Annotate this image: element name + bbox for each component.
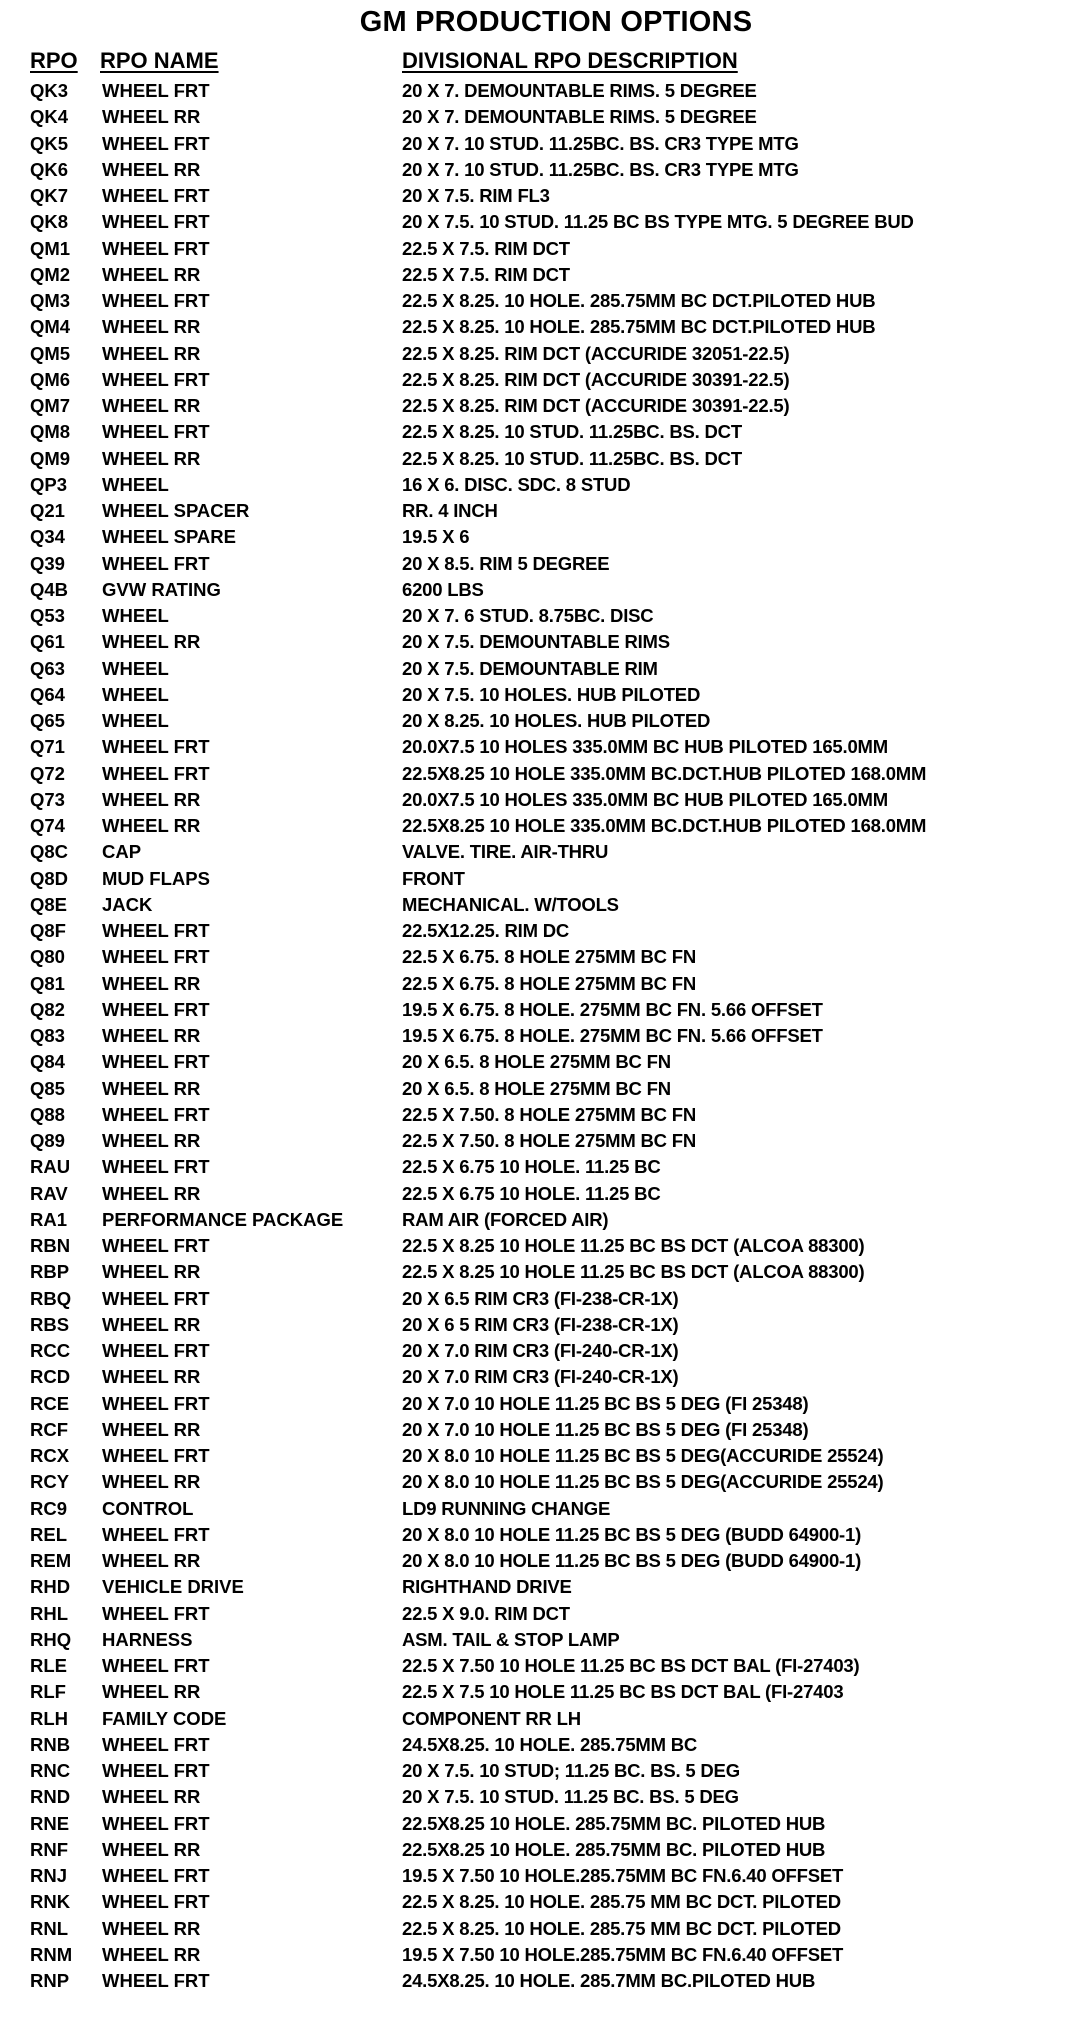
rpo-code: Q65 <box>30 710 65 731</box>
list-item <box>30 1023 1070 1049</box>
rpo-description: 24.5X8.25. 10 HOLE. 285.75MM BC <box>402 1733 698 1755</box>
rpo-name: WHEEL RR <box>102 395 201 416</box>
list-item <box>30 577 1070 603</box>
rpo-description: 20 X 7.5. 10 STUD. 11.25 BC BS TYPE MTG. 5 DEGREE BUD <box>402 211 914 233</box>
rpo-code: QM8 <box>30 421 71 443</box>
rpo-code: QK4 <box>30 106 69 128</box>
rpo-code: QK3 <box>30 80 69 101</box>
list-item <box>30 971 1070 997</box>
rpo-description: 22.5X8.25 10 HOLE 335.0MM BC.DCT.HUB PILOTED 168.0MM <box>402 815 927 836</box>
rpo-code: Q81 <box>30 972 65 994</box>
rpo-name: WHEEL <box>102 473 169 495</box>
list-item <box>30 944 1070 970</box>
rpo-code: RNP <box>30 1970 70 1991</box>
rpo-code: Q39 <box>30 552 65 574</box>
list-item <box>30 1811 1070 1837</box>
list-item <box>30 288 1070 314</box>
rpo-code: Q88 <box>30 1103 65 1125</box>
rpo-description: 20 X 8.0 10 HOLE 11.25 BC BS 5 DEG (BUDD 64900-1) <box>402 1550 862 1571</box>
column-header-rpo: RPO <box>30 48 78 73</box>
list-item <box>30 787 1070 813</box>
rpo-code: Q34 <box>30 526 65 548</box>
column-header-row <box>30 48 1070 78</box>
rpo-description: 19.5 X 6.75. 8 HOLE. 275MM BC FN. 5.66 OFFSET <box>402 1025 823 1046</box>
rpo-description: 20 X 8.25. 10 HOLES. HUB PILOTED <box>402 710 711 731</box>
rpo-code: Q72 <box>30 762 65 784</box>
list-item <box>30 1889 1070 1915</box>
list-item <box>30 1154 1070 1180</box>
list-item <box>30 682 1070 708</box>
rpo-name: WHEEL FRT <box>102 1156 210 1178</box>
rpo-code: Q71 <box>30 736 65 758</box>
list-item <box>30 1259 1070 1285</box>
rpo-description: 22.5 X 7.50. 8 HOLE 275MM BC FN <box>402 1103 697 1125</box>
rpo-name: WHEEL RR <box>102 1182 201 1204</box>
list-item <box>30 1784 1070 1810</box>
rpo-description: ASM. TAIL & STOP LAMP <box>402 1628 620 1650</box>
page-title: GM PRODUCTION OPTIONS <box>359 6 753 38</box>
rpo-name: WHEEL FRT <box>102 80 210 101</box>
rpo-name: WHEEL FRT <box>102 1760 210 1781</box>
rpo-description: 20 X 6.5 RIM CR3 (FI-238-CR-1X) <box>402 1287 679 1309</box>
rpo-name: WHEEL <box>102 657 169 679</box>
rpo-name: WHEEL RR <box>102 316 201 338</box>
rpo-name: WHEEL RR <box>102 1366 201 1388</box>
list-item <box>30 446 1070 472</box>
rpo-description: 22.5 X 8.25. RIM DCT (ACCURIDE 32051-22.5) <box>402 342 790 364</box>
rpo-code: QK5 <box>30 132 69 154</box>
rpo-code: QM9 <box>30 447 71 469</box>
rpo-name: WHEEL RR <box>102 788 201 810</box>
rpo-description: 20 X 7.0 RIM CR3 (FI-240-CR-1X) <box>402 1340 679 1361</box>
rpo-name: WHEEL RR <box>102 263 201 285</box>
rpo-description: 20 X 7.5. 10 HOLES. HUB PILOTED <box>402 683 701 705</box>
rpo-code: QP3 <box>30 473 68 495</box>
list-item <box>30 1128 1070 1154</box>
rpo-name: WHEEL FRT <box>102 762 210 784</box>
rpo-name: WHEEL RR <box>102 342 201 364</box>
list-item <box>30 1653 1070 1679</box>
list-item <box>30 1574 1070 1600</box>
rpo-code: QM1 <box>30 237 71 259</box>
list-item <box>30 419 1070 445</box>
rpo-description: 20 X 7. DEMOUNTABLE RIMS. 5 DEGREE <box>402 106 757 128</box>
rpo-name: WHEEL FRT <box>102 1287 210 1309</box>
rpo-name: WHEEL FRT <box>102 1392 210 1414</box>
list-item <box>30 1758 1070 1784</box>
rpo-description: 22.5X8.25 10 HOLE. 285.75MM BC. PILOTED HUB <box>402 1812 826 1834</box>
list-item <box>30 918 1070 944</box>
rpo-description: VALVE. TIRE. AIR-THRU <box>402 841 609 863</box>
rpo-code: Q74 <box>30 815 65 836</box>
rpo-name: WHEEL <box>102 605 169 626</box>
rpo-name: WHEEL FRT <box>102 290 210 311</box>
rpo-description: 22.5 X 8.25 10 HOLE 11.25 BC BS DCT (ALCOA 88300) <box>402 1261 865 1283</box>
list-item <box>30 1312 1070 1338</box>
rpo-description: 22.5 X 6.75. 8 HOLE 275MM BC FN <box>402 972 697 994</box>
rpo-name: WHEEL FRT <box>102 1340 210 1361</box>
rpo-description: 20 X 7.5. DEMOUNTABLE RIMS <box>402 631 670 653</box>
list-item <box>30 1863 1070 1889</box>
list-item <box>30 209 1070 235</box>
rpo-name: PERFORMANCE PACKAGE <box>102 1208 344 1230</box>
rpo-code: Q21 <box>30 500 65 521</box>
list-item <box>30 734 1070 760</box>
rpo-description: 19.5 X 7.50 10 HOLE.285.75MM BC FN.6.40 OFFSET <box>402 1943 844 1965</box>
rpo-description: 22.5 X 8.25. 10 STUD. 11.25BC. BS. DCT <box>402 447 742 469</box>
rpo-description: 20 X 8.5. RIM 5 DEGREE <box>402 552 610 574</box>
rpo-code: RCD <box>30 1366 71 1388</box>
rpo-description: 20 X 8.0 10 HOLE 11.25 BC BS 5 DEG(ACCURIDE 25524) <box>402 1471 884 1493</box>
rpo-code: Q8D <box>30 867 69 889</box>
rpo-code: Q83 <box>30 1025 65 1046</box>
column-header-rpo-name: RPO NAME <box>100 48 219 73</box>
rpo-description: 22.5 X 7.50 10 HOLE 11.25 BC BS DCT BAL (FI-27403) <box>402 1655 860 1676</box>
rpo-description: 22.5 X 8.25. 10 HOLE. 285.75 MM BC DCT. PILOTED <box>402 1891 841 1913</box>
list-item <box>30 1706 1070 1732</box>
rpo-code: RNE <box>30 1812 70 1834</box>
rpo-name: GVW RATING <box>102 578 221 600</box>
column-header-description: DIVISIONAL RPO DESCRIPTION <box>402 48 738 73</box>
list-item <box>30 341 1070 367</box>
rpo-description: 22.5 X 8.25. 10 HOLE. 285.75MM BC DCT.PILOTED HUB <box>402 290 876 311</box>
rpo-code: Q85 <box>30 1077 65 1099</box>
rpo-code: QM3 <box>30 290 71 311</box>
rpo-description: 22.5 X 7.5. RIM DCT <box>402 263 570 285</box>
list-item <box>30 1443 1070 1469</box>
list-item <box>30 1286 1070 1312</box>
rpo-description: 20 X 7.5. 10 STUD. 11.25 BC. BS. 5 DEG <box>402 1786 739 1808</box>
rpo-name: CONTROL <box>102 1497 194 1519</box>
rpo-description: 22.5 X 8.25. 10 STUD. 11.25BC. BS. DCT <box>402 421 742 443</box>
rpo-code: RNC <box>30 1760 71 1781</box>
rpo-name: WHEEL FRT <box>102 920 210 941</box>
rpo-name: HARNESS <box>102 1628 193 1650</box>
list-item <box>30 813 1070 839</box>
rpo-code: RCY <box>30 1471 70 1493</box>
rpo-code: RNF <box>30 1838 69 1860</box>
rpo-name: WHEEL RR <box>102 1261 201 1283</box>
rpo-description: 22.5 X 6.75. 8 HOLE 275MM BC FN <box>402 946 697 968</box>
list-item <box>30 656 1070 682</box>
list-item <box>30 1391 1070 1417</box>
list-item <box>30 1679 1070 1705</box>
rpo-description: 24.5X8.25. 10 HOLE. 285.7MM BC.PILOTED HUB <box>402 1970 816 1991</box>
rpo-code: RCC <box>30 1340 71 1361</box>
rpo-code: Q8E <box>30 893 68 915</box>
rpo-name: WHEEL RR <box>102 1786 201 1808</box>
list-item <box>30 1338 1070 1364</box>
rpo-description: 20 X 7.5. DEMOUNTABLE RIM <box>402 657 658 679</box>
rpo-description: 22.5 X 6.75 10 HOLE. 11.25 BC <box>402 1156 661 1178</box>
list-item <box>30 1942 1070 1968</box>
list-item <box>30 1627 1070 1653</box>
rpo-name: WHEEL FRT <box>102 1733 210 1755</box>
rpo-code: Q80 <box>30 946 65 968</box>
rpo-code: RHL <box>30 1602 69 1624</box>
rpo-name: CAP <box>102 841 142 863</box>
rpo-name: WHEEL FRT <box>102 946 210 968</box>
rpo-name: FAMILY CODE <box>102 1707 227 1729</box>
list-item <box>30 104 1070 130</box>
rpo-description: 20 X 7.0 RIM CR3 (FI-240-CR-1X) <box>402 1366 679 1388</box>
rpo-name: WHEEL FRT <box>102 237 210 259</box>
rpo-code: QK6 <box>30 158 69 180</box>
rpo-name: WHEEL <box>102 683 169 705</box>
rpo-code: RCX <box>30 1445 70 1466</box>
rpo-name: WHEEL FRT <box>102 736 210 758</box>
rpo-name: WHEEL FRT <box>102 1235 210 1256</box>
rpo-description: 19.5 X 7.50 10 HOLE.285.75MM BC FN.6.40 OFFSET <box>402 1865 844 1886</box>
rpo-code: Q82 <box>30 998 65 1020</box>
rpo-name: WHEEL RR <box>102 1943 201 1965</box>
rpo-description: 20.0X7.5 10 HOLES 335.0MM BC HUB PILOTED 165.0MM <box>402 736 888 758</box>
rpo-name: WHEEL FRT <box>102 1970 210 1991</box>
rpo-code: RBS <box>30 1313 70 1335</box>
rpo-code: RNL <box>30 1917 69 1939</box>
rpo-description: MECHANICAL. W/TOOLS <box>402 893 619 915</box>
rpo-code: RA1 <box>30 1208 68 1230</box>
options-list <box>30 78 1070 1994</box>
rpo-description: 20 X 7.5. 10 STUD; 11.25 BC. BS. 5 DEG <box>402 1760 740 1781</box>
rpo-name: WHEEL RR <box>102 447 201 469</box>
rpo-description: 22.5 X 9.0. RIM DCT <box>402 1602 570 1624</box>
list-item <box>30 157 1070 183</box>
list-item <box>30 183 1070 209</box>
rpo-description: COMPONENT RR LH <box>402 1707 581 1729</box>
rpo-code: QM4 <box>30 316 71 338</box>
rpo-name: WHEEL RR <box>102 1838 201 1860</box>
rpo-name: WHEEL RR <box>102 1077 201 1099</box>
rpo-name: WHEEL RR <box>102 631 201 653</box>
rpo-code: QM2 <box>30 263 71 285</box>
rpo-description: 22.5X12.25. RIM DC <box>402 920 570 941</box>
rpo-description: 19.5 X 6.75. 8 HOLE. 275MM BC FN. 5.66 OFFSET <box>402 998 823 1020</box>
rpo-description: 20 X 7. 10 STUD. 11.25BC. BS. CR3 TYPE MTG <box>402 158 799 180</box>
rpo-name: WHEEL <box>102 710 169 731</box>
rpo-code: QM7 <box>30 395 71 416</box>
rpo-code: RCF <box>30 1418 69 1440</box>
list-item <box>30 839 1070 865</box>
rpo-description: 20 X 8.0 10 HOLE 11.25 BC BS 5 DEG (BUDD 64900-1) <box>402 1523 862 1545</box>
rpo-code: RND <box>30 1786 71 1808</box>
rpo-name: WHEEL FRT <box>102 1865 210 1886</box>
list-item <box>30 1601 1070 1627</box>
list-item <box>30 603 1070 629</box>
rpo-description: 20 X 6.5. 8 HOLE 275MM BC FN <box>402 1077 671 1099</box>
list-item <box>30 1207 1070 1233</box>
rpo-description: 22.5 X 8.25. 10 HOLE. 285.75 MM BC DCT. PILOTED <box>402 1917 841 1939</box>
list-item <box>30 236 1070 262</box>
rpo-name: WHEEL FRT <box>102 998 210 1020</box>
rpo-code: REM <box>30 1550 72 1571</box>
list-item <box>30 1548 1070 1574</box>
rpo-description: 20 X 6 5 RIM CR3 (FI-238-CR-1X) <box>402 1313 679 1335</box>
rpo-description: 22.5 X 6.75 10 HOLE. 11.25 BC <box>402 1182 661 1204</box>
list-item <box>30 472 1070 498</box>
rpo-name: WHEEL FRT <box>102 185 210 206</box>
list-item <box>30 1049 1070 1075</box>
rpo-name: WHEEL FRT <box>102 421 210 443</box>
rpo-code: Q64 <box>30 683 65 705</box>
rpo-code: RBN <box>30 1235 71 1256</box>
rpo-name: WHEEL FRT <box>102 211 210 233</box>
rpo-code: RLE <box>30 1655 67 1676</box>
rpo-name: WHEEL FRT <box>102 1891 210 1913</box>
list-item <box>30 551 1070 577</box>
rpo-name: WHEEL RR <box>102 972 201 994</box>
rpo-code: QK7 <box>30 185 69 206</box>
rpo-code: RHD <box>30 1576 71 1598</box>
rpo-description: RIGHTHAND DRIVE <box>402 1576 572 1598</box>
rpo-code: RLH <box>30 1707 69 1729</box>
list-item <box>30 997 1070 1023</box>
rpo-code: Q53 <box>30 605 65 626</box>
list-item <box>30 1522 1070 1548</box>
rpo-name: WHEEL SPARE <box>102 526 236 548</box>
rpo-code: RBP <box>30 1261 70 1283</box>
rpo-description: RR. 4 INCH <box>402 500 498 521</box>
list-item <box>30 131 1070 157</box>
rpo-code: Q61 <box>30 631 65 653</box>
rpo-name: WHEEL RR <box>102 1471 201 1493</box>
rpo-description: 22.5 X 8.25. 10 HOLE. 285.75MM BC DCT.PILOTED HUB <box>402 316 876 338</box>
rpo-name: WHEEL FRT <box>102 1051 210 1073</box>
list-item <box>30 1076 1070 1102</box>
rpo-code: Q8C <box>30 841 69 863</box>
rpo-code: Q73 <box>30 788 65 810</box>
rpo-name: WHEEL RR <box>102 1025 201 1046</box>
rpo-name: WHEEL FRT <box>102 1103 210 1125</box>
list-item <box>30 1181 1070 1207</box>
list-item <box>30 1469 1070 1495</box>
rpo-description: 20 X 8.0 10 HOLE 11.25 BC BS 5 DEG(ACCURIDE 25524) <box>402 1445 884 1466</box>
rpo-name: WHEEL RR <box>102 815 201 836</box>
rpo-name: WHEEL FRT <box>102 1523 210 1545</box>
rpo-name: WHEEL FRT <box>102 368 210 390</box>
rpo-name: WHEEL FRT <box>102 1655 210 1676</box>
list-item <box>30 1732 1070 1758</box>
rpo-name: WHEEL RR <box>102 158 201 180</box>
list-item <box>30 498 1070 524</box>
list-item <box>30 1233 1070 1259</box>
rpo-code: QK8 <box>30 211 69 233</box>
rpo-description: 20 X 7.5. RIM FL3 <box>402 185 550 206</box>
rpo-code: QM5 <box>30 342 71 364</box>
rpo-description: 22.5 X 8.25. RIM DCT (ACCURIDE 30391-22.5) <box>402 368 790 390</box>
rpo-code: RCE <box>30 1392 70 1414</box>
rpo-code: RNK <box>30 1891 71 1913</box>
list-item <box>30 1837 1070 1863</box>
list-item <box>30 1364 1070 1390</box>
rpo-description: 22.5X8.25 10 HOLE 335.0MM BC.DCT.HUB PILOTED 168.0MM <box>402 762 927 784</box>
rpo-description: 20 X 7. 6 STUD. 8.75BC. DISC <box>402 605 654 626</box>
rpo-name: WHEEL RR <box>102 106 201 128</box>
rpo-description: 22.5 X 7.50. 8 HOLE 275MM BC FN <box>402 1130 697 1151</box>
rpo-code: REL <box>30 1523 67 1545</box>
rpo-name: WHEEL FRT <box>102 1812 210 1834</box>
rpo-description: 16 X 6. DISC. SDC. 8 STUD <box>402 473 631 495</box>
rpo-code: RNM <box>30 1943 73 1965</box>
list-item <box>30 1968 1070 1994</box>
list-item <box>30 866 1070 892</box>
list-item <box>30 1102 1070 1128</box>
rpo-description: 20.0X7.5 10 HOLES 335.0MM BC HUB PILOTED 165.0MM <box>402 788 888 810</box>
list-item <box>30 524 1070 550</box>
rpo-description: 22.5 X 8.25. RIM DCT (ACCURIDE 30391-22.5) <box>402 395 790 416</box>
list-item <box>30 708 1070 734</box>
rpo-code: Q89 <box>30 1130 65 1151</box>
list-item <box>30 262 1070 288</box>
rpo-code: Q8F <box>30 920 66 941</box>
rpo-code: RLF <box>30 1681 66 1703</box>
rpo-description: LD9 RUNNING CHANGE <box>402 1497 611 1519</box>
rpo-description: 20 X 6.5. 8 HOLE 275MM BC FN <box>402 1051 671 1073</box>
rpo-description: FRONT <box>402 867 465 889</box>
list-item <box>30 1417 1070 1443</box>
rpo-name: WHEEL RR <box>102 1550 201 1571</box>
list-item <box>30 1916 1070 1942</box>
rpo-code: RAV <box>30 1182 68 1204</box>
rpo-name: JACK <box>102 893 153 915</box>
rpo-description: 20 X 7.0 10 HOLE 11.25 BC BS 5 DEG (FI 25348) <box>402 1392 809 1414</box>
rpo-description: 22.5 X 8.25 10 HOLE 11.25 BC BS DCT (ALCOA 88300) <box>402 1235 865 1256</box>
rpo-name: WHEEL RR <box>102 1130 201 1151</box>
rpo-code: RHQ <box>30 1628 72 1650</box>
rpo-code: RAU <box>30 1156 71 1178</box>
rpo-name: WHEEL FRT <box>102 1602 210 1624</box>
rpo-description: RAM AIR (FORCED AIR) <box>402 1208 609 1230</box>
list-item <box>30 761 1070 787</box>
list-item <box>30 314 1070 340</box>
rpo-description: 19.5 X 6 <box>402 526 470 548</box>
rpo-name: MUD FLAPS <box>102 867 210 889</box>
rpo-description: 20 X 7. DEMOUNTABLE RIMS. 5 DEGREE <box>402 80 757 101</box>
rpo-description: 20 X 7. 10 STUD. 11.25BC. BS. CR3 TYPE MTG <box>402 132 799 154</box>
rpo-code: Q84 <box>30 1051 65 1073</box>
list-item <box>30 367 1070 393</box>
rpo-description: 6200 LBS <box>402 578 484 600</box>
rpo-code: QM6 <box>30 368 71 390</box>
rpo-name: WHEEL FRT <box>102 132 210 154</box>
list-item <box>30 393 1070 419</box>
rpo-name: WHEEL RR <box>102 1681 201 1703</box>
rpo-code: Q63 <box>30 657 65 679</box>
list-item <box>30 1496 1070 1522</box>
rpo-name: VEHICLE DRIVE <box>102 1576 244 1598</box>
rpo-code: RNB <box>30 1733 71 1755</box>
list-item <box>30 629 1070 655</box>
rpo-name: WHEEL RR <box>102 1313 201 1335</box>
rpo-name: WHEEL FRT <box>102 552 210 574</box>
rpo-description: 22.5X8.25 10 HOLE. 285.75MM BC. PILOTED HUB <box>402 1838 826 1860</box>
rpo-code: RNJ <box>30 1865 68 1886</box>
rpo-description: 22.5 X 7.5 10 HOLE 11.25 BC BS DCT BAL (FI-27403 <box>402 1681 844 1703</box>
list-item <box>30 892 1070 918</box>
rpo-name: WHEEL RR <box>102 1418 201 1440</box>
rpo-name: WHEEL SPACER <box>102 500 250 521</box>
rpo-description: 20 X 7.0 10 HOLE 11.25 BC BS 5 DEG (FI 25348) <box>402 1418 809 1440</box>
rpo-name: WHEEL FRT <box>102 1445 210 1466</box>
rpo-name: WHEEL RR <box>102 1917 201 1939</box>
rpo-description: 22.5 X 7.5. RIM DCT <box>402 237 570 259</box>
list-item <box>30 78 1070 104</box>
rpo-code: RBQ <box>30 1287 72 1309</box>
rpo-code: RC9 <box>30 1497 68 1519</box>
rpo-code: Q4B <box>30 578 69 600</box>
